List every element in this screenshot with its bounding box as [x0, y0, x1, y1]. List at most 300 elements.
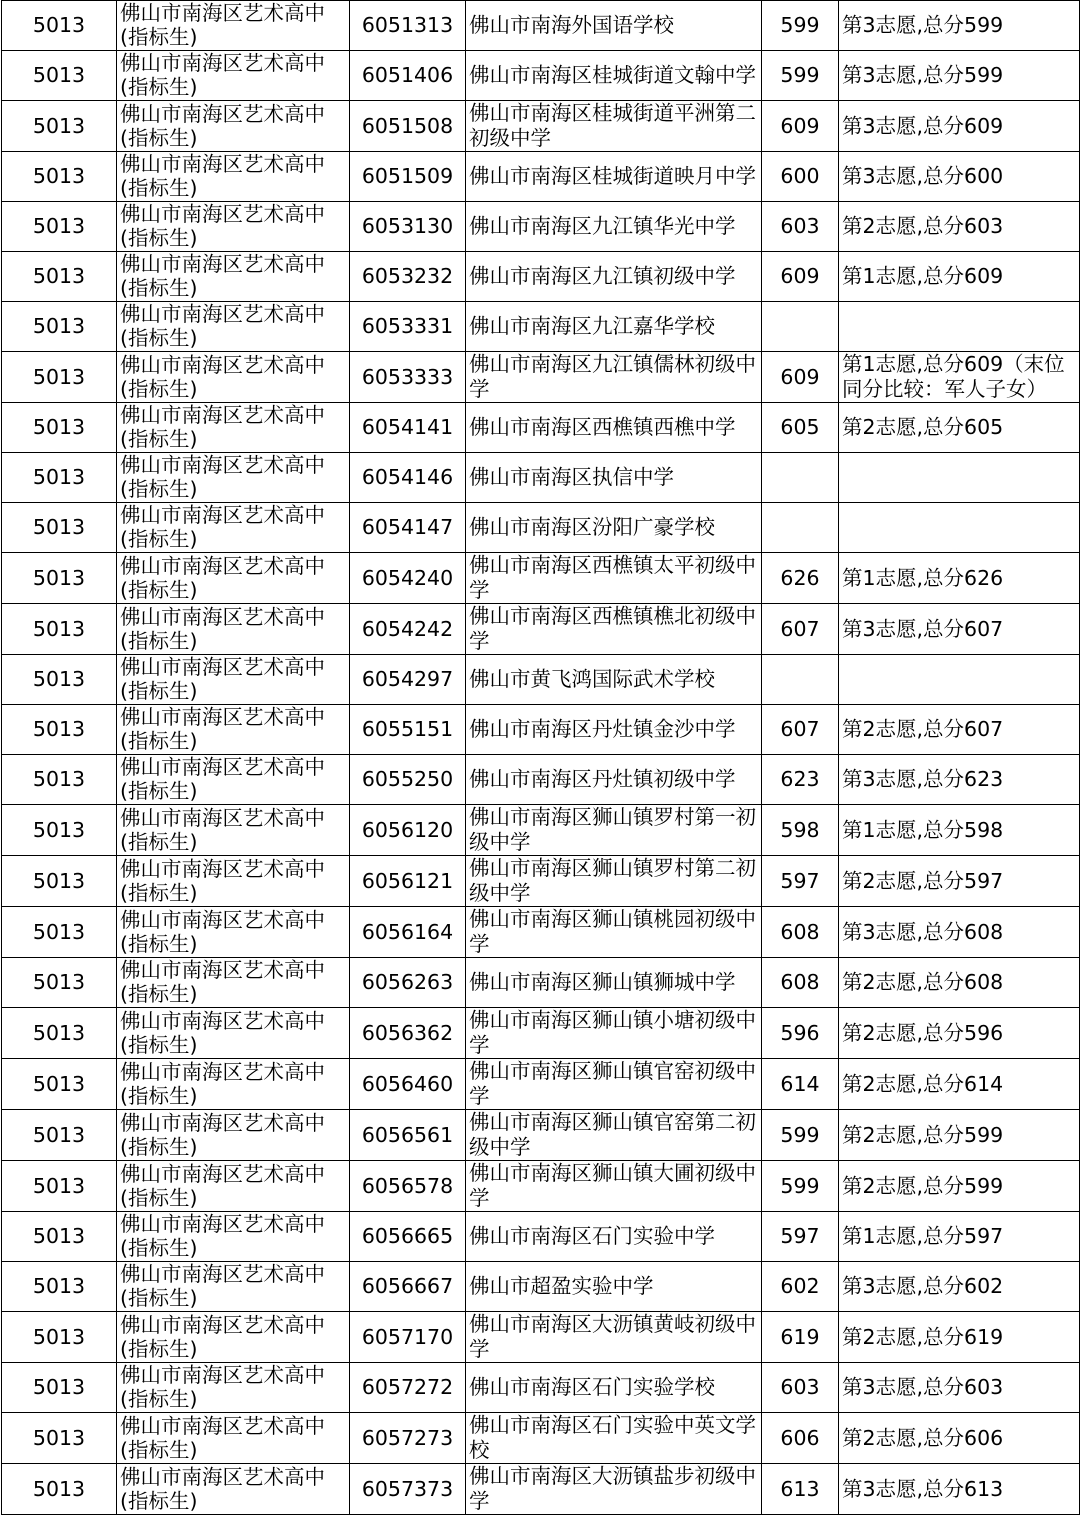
high-school-name-line1: 佛山市南海区艺术高中: [120, 553, 325, 578]
note-text: 第3志愿,总分602: [842, 1274, 1004, 1298]
high-school-code-cell: 5013: [2, 553, 117, 604]
middle-school-code-cell: 6051406: [350, 51, 466, 101]
high-school-name-line2: (指标生): [120, 1336, 198, 1361]
table-row: [2, 1413, 1080, 1464]
middle-school-name: 佛山市南海区狮山镇小塘初级中学: [469, 1008, 756, 1057]
high-school-code-cell: 5013: [2, 252, 117, 302]
high-school-name-cell: [117, 604, 350, 655]
middle-school-name: 佛山市南海区石门实验中英文学校: [469, 1413, 756, 1462]
high-school-name-line2: (指标生): [120, 125, 198, 150]
middle-school-code-cell: 6056120: [350, 805, 466, 856]
note-cell: [839, 805, 1080, 856]
score-cell: 597: [762, 1212, 839, 1262]
high-school-name-line2: (指标生): [120, 729, 198, 753]
middle-school-name-cell: [466, 655, 762, 705]
note-cell: [839, 553, 1080, 604]
note-text: 第2志愿,总分605: [842, 415, 1004, 439]
high-school-name-line2: (指标生): [120, 326, 198, 350]
high-school-name-cell: [117, 101, 350, 152]
high-school-code-cell: 5013: [2, 152, 117, 202]
high-school-name-line2: (指标生): [120, 226, 198, 250]
high-school-name-line2: (指标生): [120, 1286, 198, 1310]
table-row: [2, 1110, 1080, 1161]
high-school-name-line1: 佛山市南海区艺术高中: [120, 805, 325, 830]
note-text: 第1志愿,总分598: [842, 817, 1004, 842]
table-row: [2, 453, 1080, 503]
high-school-code-cell: 5013: [2, 1008, 117, 1059]
high-school-name-cell: [117, 403, 350, 453]
middle-school-name-cell: [466, 302, 762, 352]
note-text: 第2志愿,总分608: [842, 970, 1004, 994]
middle-school-name-cell: [466, 1262, 762, 1312]
high-school-code-cell: 5013: [2, 352, 117, 403]
high-school-name-line1: 佛山市南海区艺术高中: [120, 1413, 325, 1438]
note-text: 第3志愿,总分599: [842, 13, 1004, 37]
middle-school-name: 佛山市南海区狮山镇大圃初级中学: [469, 1161, 756, 1210]
table-row: [2, 1212, 1080, 1262]
table-row: [2, 1059, 1080, 1110]
high-school-name-cell: [117, 755, 350, 805]
score-cell: 599: [762, 1, 839, 51]
high-school-name-line2: (指标生): [120, 376, 198, 401]
middle-school-name: 佛山市南海区大沥镇盐步初级中学: [469, 1464, 756, 1513]
middle-school-code-cell: 6056665: [350, 1212, 466, 1262]
high-school-name-cell: [117, 907, 350, 958]
high-school-name-cell: [117, 655, 350, 705]
note-cell: [839, 403, 1080, 453]
score-cell: [762, 302, 839, 352]
note-cell: [839, 1312, 1080, 1363]
table-row: [2, 352, 1080, 403]
middle-school-code-cell: 6057273: [350, 1413, 466, 1464]
high-school-name-line1: 佛山市南海区艺术高中: [120, 352, 325, 377]
score-cell: 609: [762, 101, 839, 152]
score-cell: 607: [762, 705, 839, 755]
high-school-code-cell: 5013: [2, 604, 117, 655]
middle-school-name: 佛山市南海区狮山镇狮城中学: [469, 970, 736, 994]
table-row: [2, 1008, 1080, 1059]
high-school-name-line1: 佛山市南海区艺术高中: [120, 202, 325, 226]
middle-school-name-cell: [466, 1363, 762, 1413]
high-school-name-line1: 佛山市南海区艺术高中: [120, 1110, 325, 1135]
note-cell: [839, 202, 1080, 252]
high-school-name-line1: 佛山市南海区艺术高中: [120, 453, 325, 477]
middle-school-code-cell: 6054297: [350, 655, 466, 705]
high-school-code-cell: 5013: [2, 856, 117, 907]
middle-school-name: 佛山市南海区汾阳广豪学校: [469, 515, 715, 539]
score-cell: [762, 453, 839, 503]
score-cell: 599: [762, 1110, 839, 1161]
middle-school-code-cell: 6057272: [350, 1363, 466, 1413]
high-school-name-line2: (指标生): [120, 679, 198, 703]
middle-school-name-cell: [466, 1110, 762, 1161]
middle-school-name-cell: [466, 907, 762, 958]
high-school-name-cell: [117, 1413, 350, 1464]
note-text: 第1志愿,总分609: [842, 264, 1004, 288]
high-school-name-cell: [117, 453, 350, 503]
middle-school-name-cell: [466, 1008, 762, 1059]
note-cell: [839, 1, 1080, 51]
table-row: [2, 503, 1080, 553]
middle-school-name-cell: [466, 958, 762, 1008]
high-school-name-cell: [117, 352, 350, 403]
middle-school-name: 佛山市南海区西樵镇樵北初级中学: [469, 604, 756, 653]
note-cell: [839, 1262, 1080, 1312]
score-cell: 626: [762, 553, 839, 604]
note-text: 第3志愿,总分613: [842, 1476, 1004, 1501]
middle-school-code-cell: 6056164: [350, 907, 466, 958]
high-school-name-cell: [117, 51, 350, 101]
high-school-name-cell: [117, 856, 350, 907]
high-school-name-line2: (指标生): [120, 427, 198, 451]
high-school-name-line1: 佛山市南海区艺术高中: [120, 51, 325, 75]
high-school-name-line1: 佛山市南海区艺术高中: [120, 705, 325, 729]
table-row: [2, 101, 1080, 152]
high-school-code-cell: 5013: [2, 755, 117, 805]
note-text: 第3志愿,总分600: [842, 164, 1004, 188]
middle-school-name: 佛山市南海区九江镇华光中学: [469, 214, 736, 238]
high-school-name-cell: [117, 1008, 350, 1059]
note-cell: [839, 1464, 1080, 1515]
table-row: [2, 252, 1080, 302]
middle-school-name-cell: [466, 1312, 762, 1363]
table-row: [2, 403, 1080, 453]
table-row: [2, 1161, 1080, 1212]
high-school-name-cell: [117, 1, 350, 51]
high-school-code-cell: 5013: [2, 1212, 117, 1262]
note-cell: [839, 51, 1080, 101]
middle-school-code-cell: 6053333: [350, 352, 466, 403]
middle-school-name-cell: [466, 202, 762, 252]
high-school-name-line2: (指标生): [120, 577, 198, 602]
note-cell: [839, 655, 1080, 705]
high-school-name-line2: (指标生): [120, 1488, 198, 1513]
high-school-code-cell: 5013: [2, 403, 117, 453]
score-cell: 609: [762, 352, 839, 403]
middle-school-name: 佛山市南海区狮山镇桃园初级中学: [469, 907, 756, 956]
score-cell: 602: [762, 1262, 839, 1312]
middle-school-name: 佛山市南海区丹灶镇金沙中学: [469, 717, 736, 741]
middle-school-name-cell: [466, 1, 762, 51]
score-cell: 596: [762, 1008, 839, 1059]
note-text: 第2志愿,总分597: [842, 868, 1004, 893]
note-cell: [839, 152, 1080, 202]
high-school-name-line1: 佛山市南海区艺术高中: [120, 856, 325, 881]
high-school-name-line2: (指标生): [120, 477, 198, 501]
high-school-name-line2: (指标生): [120, 1134, 198, 1159]
high-school-name-line1: 佛山市南海区艺术高中: [120, 1212, 325, 1236]
middle-school-code-cell: 6053130: [350, 202, 466, 252]
score-cell: 599: [762, 51, 839, 101]
table-row: [2, 1, 1080, 51]
middle-school-code-cell: 6054242: [350, 604, 466, 655]
middle-school-code-cell: 6053331: [350, 302, 466, 352]
middle-school-code-cell: 6056578: [350, 1161, 466, 1212]
middle-school-code-cell: 6051509: [350, 152, 466, 202]
high-school-code-cell: 5013: [2, 705, 117, 755]
high-school-code-cell: 5013: [2, 1363, 117, 1413]
high-school-code-cell: 5013: [2, 101, 117, 152]
table-row: [2, 302, 1080, 352]
score-cell: 613: [762, 1464, 839, 1515]
high-school-name-line1: 佛山市南海区艺术高中: [120, 1059, 325, 1084]
score-cell: 608: [762, 958, 839, 1008]
score-cell: 623: [762, 755, 839, 805]
high-school-name-line2: (指标生): [120, 1083, 198, 1108]
high-school-name-line2: (指标生): [120, 779, 198, 803]
high-school-name-line1: 佛山市南海区艺术高中: [120, 503, 325, 527]
table-row: [2, 1363, 1080, 1413]
table-row: [2, 1312, 1080, 1363]
middle-school-name-cell: [466, 1161, 762, 1212]
table-row: [2, 705, 1080, 755]
middle-school-name: 佛山市南海区西樵镇太平初级中学: [469, 553, 756, 602]
high-school-name-line1: 佛山市南海区艺术高中: [120, 302, 325, 326]
middle-school-name: 佛山市南海区狮山镇罗村第二初级中学: [469, 856, 756, 905]
table-row: [2, 907, 1080, 958]
high-school-name-line2: (指标生): [120, 880, 198, 905]
score-cell: [762, 655, 839, 705]
score-cell: 600: [762, 152, 839, 202]
high-school-code-cell: 5013: [2, 1262, 117, 1312]
high-school-code-cell: 5013: [2, 1464, 117, 1515]
middle-school-name-cell: [466, 553, 762, 604]
middle-school-code-cell: 6056561: [350, 1110, 466, 1161]
note-text: 第3志愿,总分599: [842, 63, 1004, 87]
high-school-name-line2: (指标生): [120, 982, 198, 1006]
middle-school-name: 佛山市南海区石门实验学校: [469, 1375, 715, 1399]
high-school-name-line1: 佛山市南海区艺术高中: [120, 1262, 325, 1286]
middle-school-name: 佛山市南海区桂城街道平洲第二初级中学: [469, 101, 756, 150]
high-school-name-line1: 佛山市南海区艺术高中: [120, 655, 325, 679]
note-text: 第2志愿,总分619: [842, 1324, 1004, 1349]
high-school-code-cell: 5013: [2, 805, 117, 856]
high-school-name-cell: [117, 1161, 350, 1212]
high-school-name-cell: [117, 958, 350, 1008]
high-school-code-cell: 5013: [2, 503, 117, 553]
high-school-code-cell: 5013: [2, 1110, 117, 1161]
note-text: 第2志愿,总分599: [842, 1173, 1004, 1198]
score-cell: 607: [762, 604, 839, 655]
middle-school-code-cell: 6054147: [350, 503, 466, 553]
middle-school-name-cell: [466, 252, 762, 302]
high-school-name-line1: 佛山市南海区艺术高中: [120, 152, 325, 176]
middle-school-name: 佛山市南海区狮山镇罗村第一初级中学: [469, 805, 756, 854]
middle-school-name-cell: [466, 805, 762, 856]
high-school-name-cell: [117, 805, 350, 856]
note-cell: [839, 302, 1080, 352]
high-school-name-line2: (指标生): [120, 1032, 198, 1057]
middle-school-name: 佛山市南海区丹灶镇初级中学: [469, 767, 736, 791]
high-school-code-cell: 5013: [2, 655, 117, 705]
middle-school-name: 佛山市南海区九江嘉华学校: [469, 314, 715, 338]
score-cell: [762, 503, 839, 553]
middle-school-name: 佛山市南海区狮山镇官窑第二初级中学: [469, 1110, 756, 1159]
middle-school-name-cell: [466, 51, 762, 101]
note-cell: [839, 907, 1080, 958]
note-text: 第1志愿,总分609（末位同分比较：军人子女）: [842, 352, 1065, 401]
high-school-code-cell: 5013: [2, 1312, 117, 1363]
note-cell: [839, 101, 1080, 152]
high-school-code-cell: 5013: [2, 51, 117, 101]
high-school-name-line2: (指标生): [120, 276, 198, 300]
middle-school-name-cell: [466, 1059, 762, 1110]
high-school-name-cell: [117, 1059, 350, 1110]
table-row: [2, 1262, 1080, 1312]
note-text: 第3志愿,总分608: [842, 919, 1004, 944]
high-school-name-cell: [117, 1262, 350, 1312]
table-row: [2, 51, 1080, 101]
high-school-code-cell: 5013: [2, 202, 117, 252]
middle-school-code-cell: 6055151: [350, 705, 466, 755]
high-school-name-line2: (指标生): [120, 1387, 198, 1411]
note-text: 第2志愿,总分606: [842, 1425, 1004, 1450]
high-school-name-cell: [117, 202, 350, 252]
middle-school-name: 佛山市南海区石门实验中学: [469, 1224, 715, 1248]
high-school-name-cell: [117, 1212, 350, 1262]
note-cell: [839, 503, 1080, 553]
high-school-name-line1: 佛山市南海区艺术高中: [120, 1161, 325, 1186]
middle-school-name: 佛山市南海外国语学校: [469, 13, 674, 37]
note-text: 第2志愿,总分596: [842, 1020, 1004, 1045]
middle-school-name: 佛山市南海区狮山镇官窑初级中学: [469, 1059, 756, 1108]
high-school-name-cell: [117, 1110, 350, 1161]
note-cell: [839, 352, 1080, 403]
admission-table: [1, 0, 1080, 1515]
score-cell: 605: [762, 403, 839, 453]
high-school-name-line1: 佛山市南海区艺术高中: [120, 1464, 325, 1489]
note-text: 第3志愿,总分607: [842, 616, 1004, 641]
middle-school-code-cell: 6056263: [350, 958, 466, 1008]
middle-school-name: 佛山市南海区九江镇儒林初级中学: [469, 352, 756, 401]
middle-school-code-cell: 6051313: [350, 1, 466, 51]
note-cell: [839, 453, 1080, 503]
table-row: [2, 958, 1080, 1008]
note-cell: [839, 1008, 1080, 1059]
middle-school-code-cell: 6053232: [350, 252, 466, 302]
note-cell: [839, 1363, 1080, 1413]
middle-school-code-cell: 6056121: [350, 856, 466, 907]
table-row: [2, 655, 1080, 705]
score-cell: 603: [762, 1363, 839, 1413]
score-cell: 609: [762, 252, 839, 302]
middle-school-code-cell: 6056460: [350, 1059, 466, 1110]
middle-school-name-cell: [466, 503, 762, 553]
score-cell: 608: [762, 907, 839, 958]
middle-school-code-cell: 6054141: [350, 403, 466, 453]
score-cell: 603: [762, 202, 839, 252]
middle-school-code-cell: 6051508: [350, 101, 466, 152]
high-school-name-line2: (指标生): [120, 829, 198, 854]
high-school-name-cell: [117, 503, 350, 553]
score-cell: 597: [762, 856, 839, 907]
high-school-name-line2: (指标生): [120, 527, 198, 551]
note-text: 第2志愿,总分603: [842, 214, 1004, 238]
high-school-name-line2: (指标生): [120, 931, 198, 956]
table-row: [2, 152, 1080, 202]
high-school-name-cell: [117, 152, 350, 202]
high-school-name-line1: 佛山市南海区艺术高中: [120, 907, 325, 932]
middle-school-name: 佛山市南海区桂城街道映月中学: [469, 164, 756, 188]
middle-school-name-cell: [466, 403, 762, 453]
high-school-name-cell: [117, 553, 350, 604]
middle-school-code-cell: 6055250: [350, 755, 466, 805]
high-school-code-cell: 5013: [2, 1059, 117, 1110]
table-body: [2, 1, 1080, 1515]
middle-school-name: 佛山市南海区西樵镇西樵中学: [469, 415, 736, 439]
middle-school-code-cell: 6054146: [350, 453, 466, 503]
high-school-name-line1: 佛山市南海区艺术高中: [120, 958, 325, 982]
middle-school-name-cell: [466, 1464, 762, 1515]
note-text: 第3志愿,总分609: [842, 113, 1004, 138]
middle-school-code-cell: 6056362: [350, 1008, 466, 1059]
note-text: 第2志愿,总分607: [842, 717, 1004, 741]
high-school-name-line1: 佛山市南海区艺术高中: [120, 755, 325, 779]
middle-school-name: 佛山市南海区大沥镇黄岐初级中学: [469, 1312, 756, 1361]
high-school-name-line2: (指标生): [120, 628, 198, 653]
high-school-name-cell: [117, 1312, 350, 1363]
middle-school-code-cell: 6056667: [350, 1262, 466, 1312]
high-school-name-line2: (指标生): [120, 1236, 198, 1260]
high-school-name-line1: 佛山市南海区艺术高中: [120, 101, 325, 126]
high-school-name-line2: (指标生): [120, 25, 198, 49]
middle-school-name-cell: [466, 1413, 762, 1464]
middle-school-name: 佛山市黄飞鸿国际武术学校: [469, 667, 715, 691]
high-school-code-cell: 5013: [2, 302, 117, 352]
high-school-code-cell: 5013: [2, 453, 117, 503]
note-cell: [839, 1212, 1080, 1262]
high-school-name-line2: (指标生): [120, 1185, 198, 1210]
high-school-code-cell: 5013: [2, 1, 117, 51]
high-school-name-line2: (指标生): [120, 75, 198, 99]
note-text: 第3志愿,总分603: [842, 1375, 1004, 1399]
note-cell: [839, 1413, 1080, 1464]
high-school-name-line2: (指标生): [120, 176, 198, 200]
high-school-name-line1: 佛山市南海区艺术高中: [120, 1008, 325, 1033]
note-cell: [839, 1059, 1080, 1110]
high-school-name-cell: [117, 1363, 350, 1413]
note-cell: [839, 252, 1080, 302]
table-row: [2, 604, 1080, 655]
middle-school-name: 佛山市超盈实验中学: [469, 1274, 654, 1298]
note-cell: [839, 1110, 1080, 1161]
high-school-name-line1: 佛山市南海区艺术高中: [120, 604, 325, 629]
high-school-code-cell: 5013: [2, 907, 117, 958]
high-school-name-cell: [117, 1464, 350, 1515]
high-school-name-line1: 佛山市南海区艺术高中: [120, 1363, 325, 1387]
high-school-code-cell: 5013: [2, 1161, 117, 1212]
table-row: [2, 553, 1080, 604]
score-cell: 598: [762, 805, 839, 856]
high-school-name-line1: 佛山市南海区艺术高中: [120, 252, 325, 276]
score-cell: 614: [762, 1059, 839, 1110]
note-cell: [839, 755, 1080, 805]
middle-school-name: 佛山市南海区桂城街道文翰中学: [469, 63, 756, 87]
table-row: [2, 202, 1080, 252]
high-school-name-line1: 佛山市南海区艺术高中: [120, 1312, 325, 1337]
high-school-name-line2: (指标生): [120, 1437, 198, 1462]
middle-school-name: 佛山市南海区九江镇初级中学: [469, 264, 736, 288]
high-school-name-cell: [117, 252, 350, 302]
middle-school-name-cell: [466, 755, 762, 805]
note-text: 第1志愿,总分597: [842, 1224, 1004, 1248]
note-text: 第1志愿,总分626: [842, 565, 1004, 590]
table-row: [2, 755, 1080, 805]
middle-school-code-cell: 6057373: [350, 1464, 466, 1515]
high-school-code-cell: 5013: [2, 1413, 117, 1464]
high-school-name-line1: 佛山市南海区艺术高中: [120, 1, 325, 25]
middle-school-name-cell: [466, 352, 762, 403]
